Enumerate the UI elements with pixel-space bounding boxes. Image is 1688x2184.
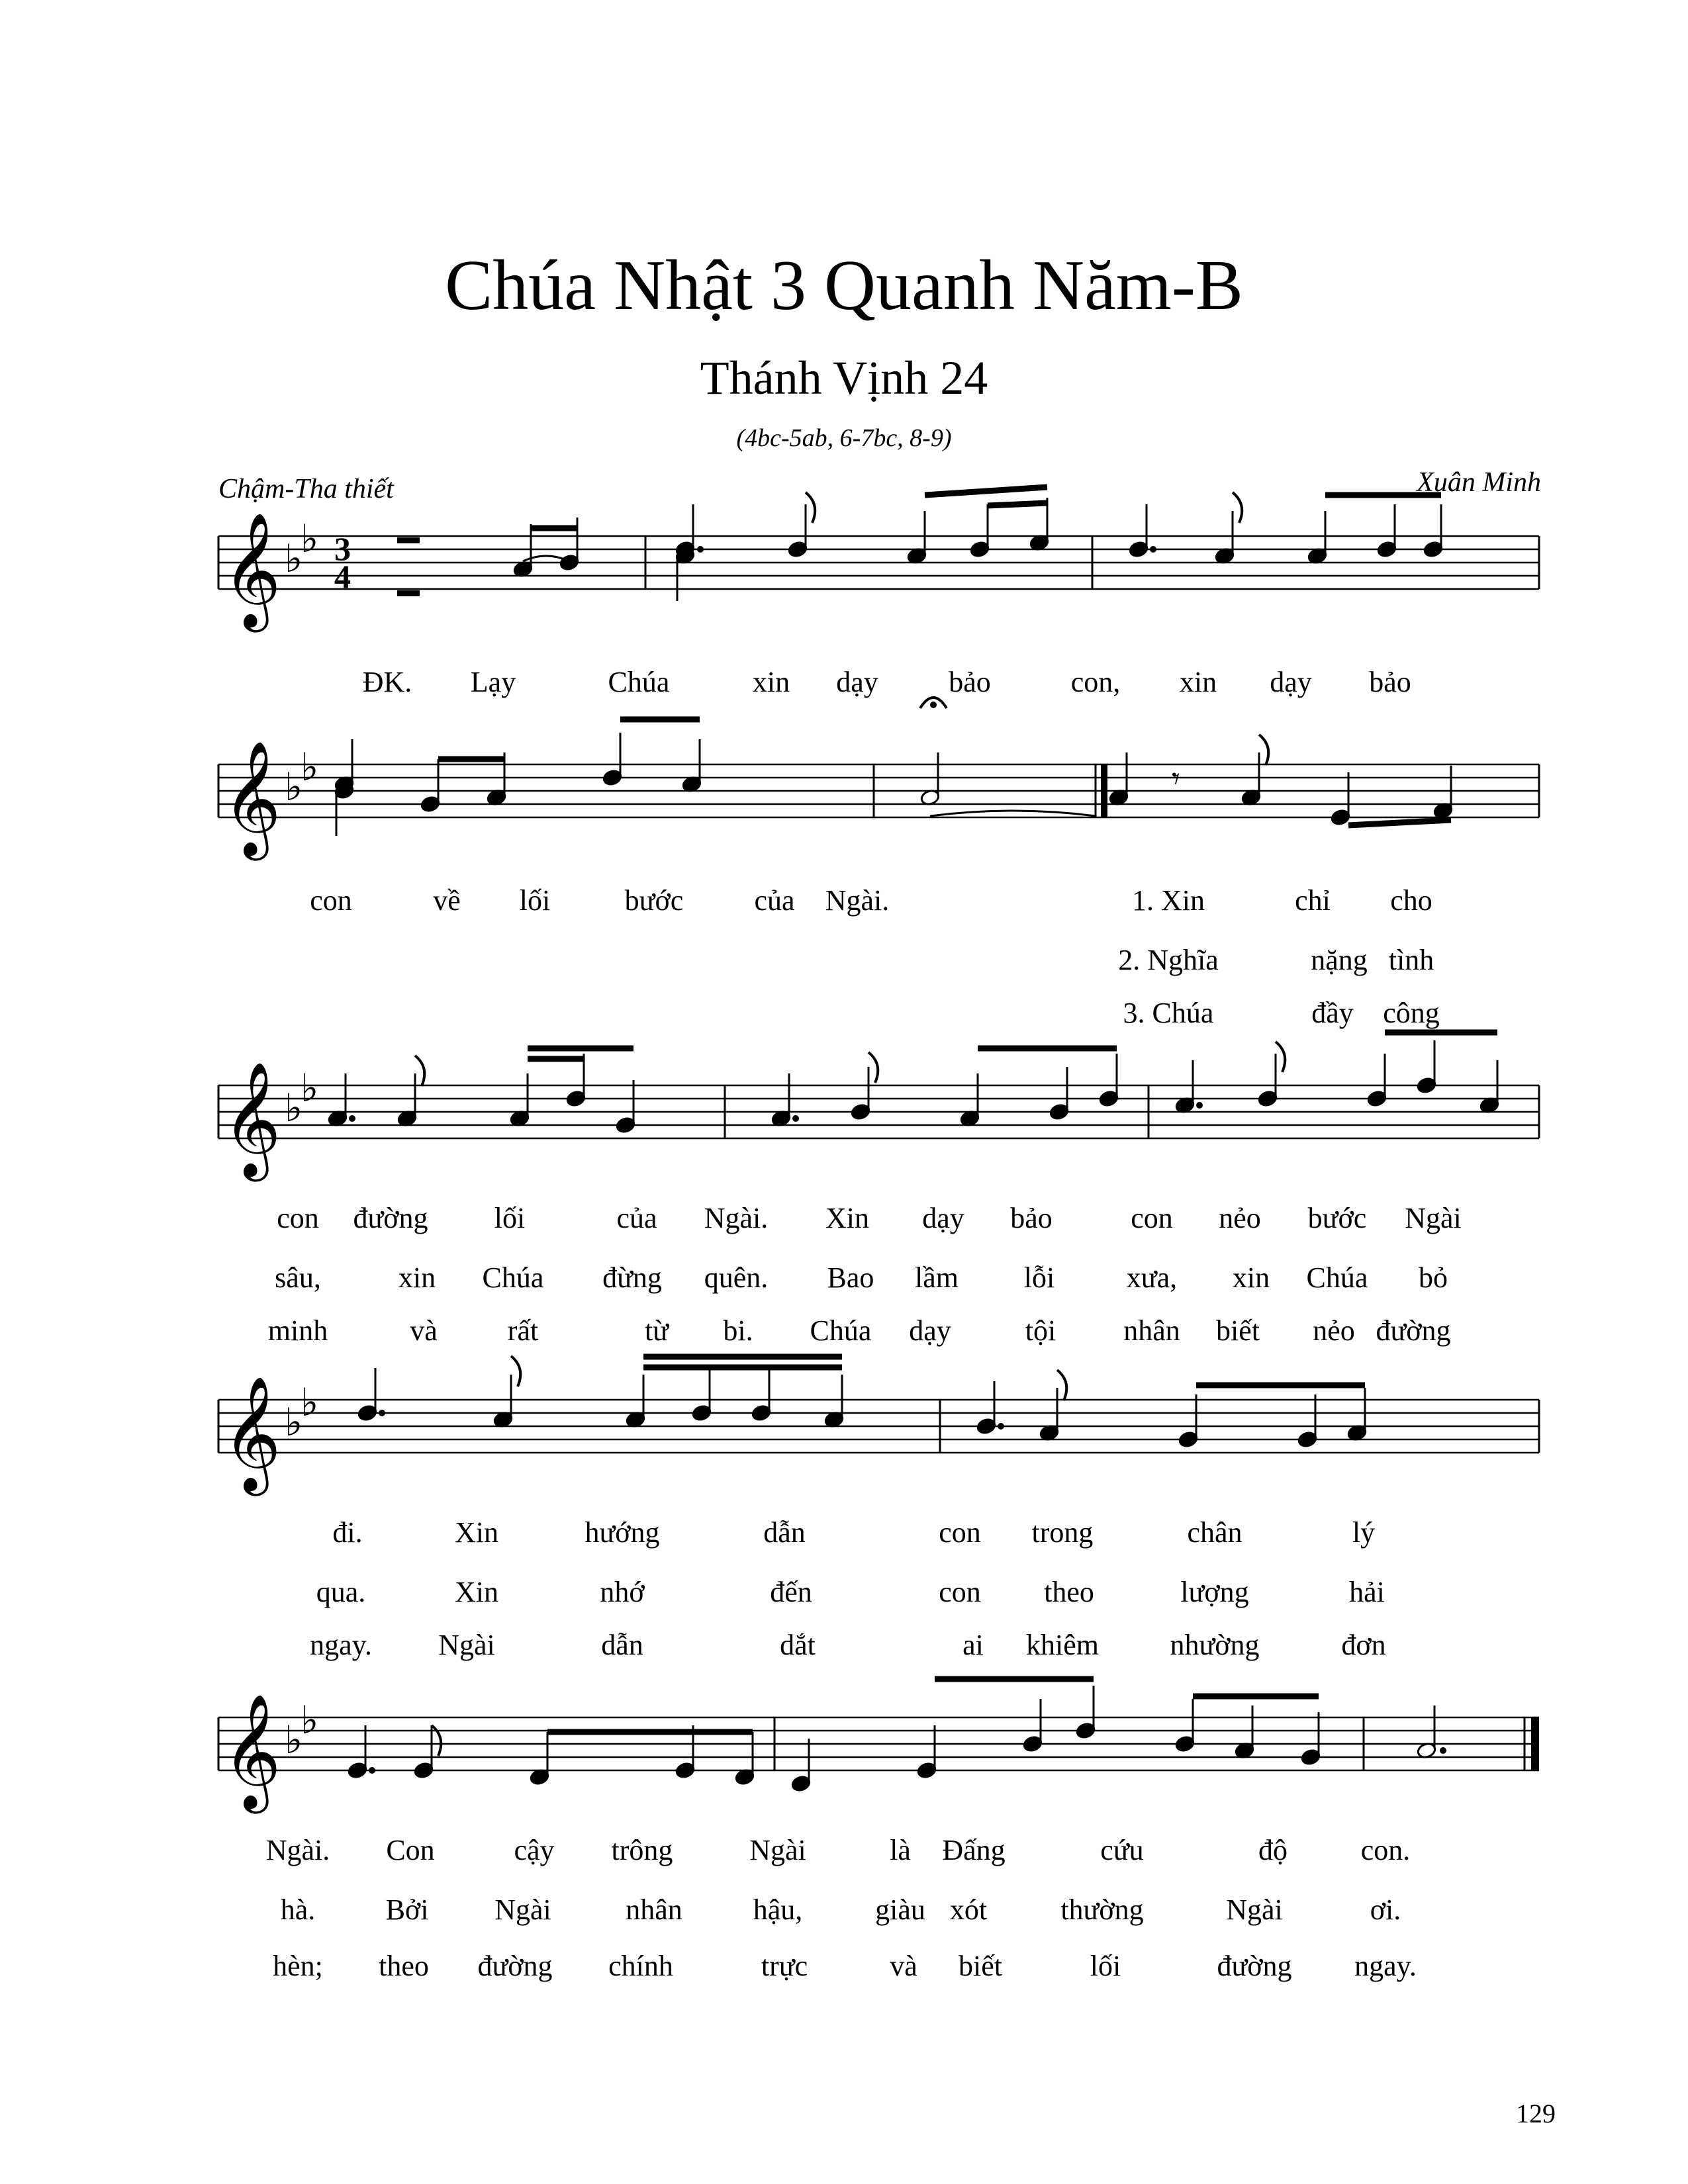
- lyric-syllable: Ngài: [494, 1893, 551, 1926]
- note: [1049, 1067, 1070, 1120]
- note: [1175, 1060, 1196, 1114]
- note: [791, 1739, 812, 1792]
- lyric-syllable: lối: [494, 1202, 526, 1234]
- lyric-syllable: tình: [1388, 944, 1434, 976]
- final-barline: [1531, 1717, 1539, 1770]
- lyric-syllable: đường: [477, 1950, 553, 1982]
- lyric-syllable: thường: [1060, 1893, 1144, 1926]
- flat-icon: ♭: [301, 1698, 319, 1743]
- note: [751, 1368, 772, 1422]
- note: [493, 1375, 514, 1428]
- lyric-syllable: đường: [1376, 1314, 1451, 1347]
- augmentation-dot: [1440, 1747, 1446, 1754]
- note: [1331, 772, 1351, 826]
- treble-clef-icon: 𝄞: [222, 1062, 281, 1177]
- note-flag: [868, 1052, 878, 1083]
- lyric-syllable: của: [754, 884, 795, 917]
- lyric-syllable: Xin: [455, 1576, 498, 1608]
- page-number: 129: [1516, 2099, 1556, 2128]
- note: [1417, 1040, 1437, 1094]
- lyric-syllable: và: [890, 1950, 917, 1982]
- lyric-syllable: minh: [267, 1314, 328, 1347]
- lyric-syllable: về: [433, 884, 461, 917]
- lyric-syllable: trực: [761, 1950, 808, 1982]
- lyric-syllable: Bao: [827, 1261, 874, 1294]
- lyric-syllable: 2. Nghĩa: [1118, 944, 1219, 976]
- flat-icon: ♭: [301, 1066, 319, 1111]
- lyric-syllable: Chúa: [1306, 1261, 1368, 1294]
- lyric-syllable: hậu,: [753, 1893, 803, 1926]
- lyric-syllable: lối: [1090, 1950, 1121, 1982]
- lyric-syllable: đơn: [1341, 1629, 1386, 1661]
- lyric-syllable: từ: [644, 1314, 669, 1347]
- lyric-syllable: xin: [398, 1261, 436, 1294]
- lyric-syllable: cho: [1390, 884, 1432, 917]
- note: [602, 733, 623, 786]
- lyric-syllable: Ngài: [1226, 1893, 1283, 1926]
- verse-reference: (4bc-5ab, 6-7bc, 8-9): [736, 424, 952, 452]
- lyric-syllable: dẫn: [763, 1516, 806, 1549]
- lyric-syllable: con: [277, 1202, 319, 1234]
- flat-icon: ♭: [301, 1380, 319, 1425]
- note: [328, 1073, 348, 1127]
- beam: [925, 487, 1047, 495]
- lyric-syllable: chỉ: [1295, 884, 1331, 917]
- lyric-syllable: ơi.: [1370, 1893, 1401, 1926]
- flat-icon: ♭: [285, 1085, 303, 1130]
- augmentation-dot: [1150, 546, 1156, 553]
- lyric-syllable: Ngài: [438, 1629, 495, 1661]
- psalm-subtitle: Thánh Vịnh 24: [700, 351, 988, 404]
- note: [397, 1073, 418, 1127]
- lyric-syllable: đi.: [332, 1516, 363, 1549]
- lyric-syllable: Con: [386, 1834, 435, 1866]
- lyric-syllable: Ngài: [749, 1834, 806, 1866]
- treble-clef-icon: 𝄞: [222, 1694, 281, 1809]
- lyric-syllable: sâu,: [275, 1261, 321, 1294]
- lyric-syllable: lầm: [915, 1261, 959, 1294]
- flat-icon: ♭: [285, 764, 303, 809]
- note: [1377, 504, 1397, 558]
- note: [824, 1375, 845, 1428]
- note: [530, 1732, 550, 1786]
- lyric-syllable: trong: [1031, 1516, 1094, 1549]
- lyric-syllable: dạy: [1270, 666, 1312, 698]
- note: [1076, 1686, 1096, 1739]
- note: [771, 1073, 792, 1127]
- lyric-syllable: 1. Xin: [1132, 884, 1205, 917]
- lyric-syllable: Ngài.: [704, 1202, 769, 1234]
- lyric-syllable: lỗi: [1023, 1261, 1055, 1294]
- note: [1479, 1060, 1500, 1114]
- note-flag: [1276, 1042, 1285, 1072]
- note: [1433, 766, 1454, 819]
- note: [513, 524, 534, 578]
- treble-clef-icon: 𝄞: [222, 512, 281, 627]
- lyric-syllable: đường: [1217, 1950, 1292, 1982]
- staff-system: [218, 1062, 1539, 1347]
- lyric-syllable: đầy: [1311, 997, 1354, 1029]
- lyric-syllable: lý: [1352, 1516, 1376, 1549]
- note: [414, 1725, 434, 1779]
- lyric-syllable: chính: [608, 1950, 673, 1982]
- lyric-syllable: rất: [507, 1314, 539, 1347]
- lyric-syllable: xin: [752, 666, 790, 698]
- beam: [988, 503, 1047, 506]
- lyric-syllable: ĐK.: [362, 666, 412, 698]
- note: [1241, 752, 1262, 806]
- note: [1235, 1706, 1255, 1759]
- lyric-syllable: lối: [519, 884, 551, 917]
- flat-icon: ♭: [285, 1717, 303, 1762]
- lyric-syllable: bảo: [1369, 666, 1411, 698]
- augmentation-dot: [998, 1423, 1004, 1430]
- staff-system: [218, 1694, 1539, 1982]
- lyric-syllable: bi.: [723, 1314, 753, 1347]
- augmentation-dot: [792, 1115, 799, 1122]
- flat-icon: ♭: [285, 1400, 303, 1445]
- note: [692, 1368, 712, 1422]
- note: [1307, 511, 1328, 565]
- note: [334, 782, 355, 836]
- lyric-syllable: dạy: [836, 666, 878, 698]
- tempo-marking: Chậm-Tha thiết: [218, 474, 394, 504]
- lyric-syllable: qua.: [316, 1576, 366, 1608]
- note: [616, 1080, 636, 1134]
- lyric-syllable: cậy: [514, 1834, 555, 1866]
- lyric-syllable: bảo: [949, 666, 991, 698]
- lyric-syllable: dạy: [909, 1314, 951, 1347]
- note: [1417, 1706, 1437, 1759]
- time-signature-bottom: 4: [334, 558, 351, 595]
- note: [960, 1073, 980, 1127]
- lyric-syllable: quên.: [704, 1261, 769, 1294]
- lyric-syllable: bước: [1307, 1202, 1367, 1234]
- lyric-syllable: dạy: [922, 1202, 964, 1234]
- beam: [1348, 820, 1451, 825]
- note: [907, 511, 927, 565]
- lyric-syllable: con: [939, 1516, 981, 1549]
- lyric-syllable: bước: [624, 884, 684, 917]
- lyric-syllable: lượng: [1180, 1576, 1249, 1608]
- note: [917, 1725, 937, 1779]
- lyric-syllable: theo: [379, 1950, 429, 1982]
- note: [626, 1375, 646, 1428]
- note-flag: [511, 1356, 520, 1387]
- lyric-syllable: xin: [1232, 1261, 1270, 1294]
- lyric-syllable: đường: [353, 1202, 428, 1234]
- lyric-syllable: Chúa: [810, 1314, 872, 1347]
- lyric-syllable: hướng: [585, 1516, 660, 1549]
- lyric-syllable: của: [616, 1202, 657, 1234]
- lyric-syllable: 3. Chúa: [1123, 997, 1214, 1029]
- note: [1301, 1712, 1321, 1766]
- lyric-syllable: con,: [1070, 666, 1121, 698]
- time-signature-top: 3: [334, 530, 351, 567]
- note: [851, 1067, 871, 1120]
- augmentation-dot: [379, 1410, 385, 1416]
- lyric-syllable: cứu: [1100, 1834, 1144, 1866]
- note: [1347, 1388, 1368, 1441]
- lyric-syllable: Ngài: [1405, 1202, 1462, 1234]
- note: [788, 504, 808, 558]
- note: [1367, 1054, 1387, 1107]
- lyric-syllable: hà.: [280, 1893, 316, 1926]
- note: [735, 1732, 755, 1786]
- lyric-syllable: Chúa: [482, 1261, 544, 1294]
- lyric-syllable: đừng: [602, 1261, 662, 1294]
- lyric-syllable: dắt: [780, 1629, 816, 1661]
- note: [1423, 504, 1444, 558]
- note: [1109, 752, 1129, 806]
- lyric-syllable: trông: [611, 1834, 673, 1866]
- augmentation-dot: [349, 1115, 355, 1122]
- lyric-syllable: biết: [1216, 1314, 1260, 1347]
- augmentation-dot: [697, 546, 704, 553]
- lyric-syllable: ai: [962, 1629, 984, 1661]
- note: [1178, 1394, 1199, 1448]
- lyric-syllable: dẫn: [601, 1629, 643, 1661]
- note: [682, 739, 702, 793]
- lyric-syllable: công: [1383, 997, 1440, 1029]
- note: [1258, 1054, 1278, 1107]
- lyric-syllable: nhường: [1170, 1629, 1260, 1661]
- lyric-syllable: con: [939, 1576, 981, 1608]
- lyric-syllable: nhân: [1123, 1314, 1180, 1347]
- staff-system: [218, 741, 1539, 1029]
- treble-clef-icon: 𝄞: [222, 741, 281, 856]
- note: [1099, 1054, 1119, 1107]
- note: [976, 1381, 997, 1435]
- lyric-syllable: nẻo: [1313, 1314, 1355, 1347]
- lyric-syllable: xin: [1179, 666, 1217, 698]
- lyric-syllable: xưa,: [1126, 1261, 1178, 1294]
- note: [920, 752, 941, 806]
- treble-clef-icon: 𝄞: [222, 1376, 281, 1491]
- note: [510, 1073, 530, 1127]
- note-flag: [1233, 492, 1242, 523]
- note: [1023, 1699, 1043, 1752]
- augmentation-dot: [1196, 1102, 1203, 1109]
- lyric-syllable: con: [1131, 1202, 1173, 1234]
- lyric-syllable: độ: [1258, 1834, 1288, 1866]
- lyric-syllable: biết: [959, 1950, 1002, 1982]
- rest-icon: [397, 537, 420, 543]
- lyric-syllable: hèn;: [273, 1950, 323, 1982]
- lyric-syllable: Xin: [455, 1516, 498, 1549]
- note: [420, 759, 441, 813]
- lyric-syllable: đến: [770, 1576, 812, 1608]
- flat-icon: ♭: [285, 536, 303, 581]
- lyric-syllable: Bởi: [385, 1893, 429, 1926]
- lyric-syllable: Ngài.: [825, 884, 890, 917]
- note: [1129, 504, 1149, 558]
- lyric-syllable: nặng: [1311, 944, 1368, 976]
- lyric-syllable: Xin: [825, 1202, 869, 1234]
- staff-system: [218, 1376, 1539, 1661]
- lyric-syllable: Đấng: [942, 1834, 1006, 1866]
- lyric-syllable: hải: [1349, 1576, 1385, 1608]
- note-flag: [1259, 735, 1268, 765]
- augmentation-dot: [369, 1767, 375, 1774]
- note-flag: [415, 1056, 424, 1086]
- lyric-syllable: Chúa: [608, 666, 670, 698]
- note: [1215, 511, 1235, 565]
- rest-icon: [397, 590, 420, 596]
- lyric-syllable: và: [410, 1314, 438, 1347]
- lyric-syllable: chân: [1187, 1516, 1243, 1549]
- lyric-syllable: nhớ: [600, 1576, 645, 1608]
- note: [1039, 1388, 1060, 1441]
- note: [1175, 1699, 1196, 1752]
- lyric-syllable: theo: [1044, 1576, 1094, 1608]
- flat-icon: ♭: [301, 516, 319, 561]
- note: [675, 547, 696, 601]
- note: [1297, 1394, 1318, 1448]
- lyric-syllable: Ngài.: [265, 1834, 330, 1866]
- lyric-syllable: là: [890, 1834, 911, 1866]
- lyric-syllable: con: [310, 884, 352, 917]
- note: [348, 1725, 368, 1779]
- note-flag: [1057, 1370, 1066, 1400]
- note: [357, 1368, 378, 1422]
- note: [970, 504, 990, 558]
- composer-name: Xuân Minh: [1417, 467, 1541, 498]
- double-barline: [1101, 764, 1107, 817]
- lyric-syllable: giàu: [875, 1893, 925, 1926]
- lyric-syllable: Lạy: [470, 666, 516, 698]
- lyric-syllable: ngay.: [1354, 1950, 1417, 1982]
- lyric-syllable: khiêm: [1026, 1629, 1099, 1661]
- note-flag: [806, 492, 815, 523]
- lyric-syllable: bảo: [1010, 1202, 1053, 1234]
- tie: [930, 811, 1096, 816]
- lyric-syllable: tội: [1025, 1314, 1056, 1347]
- lyric-syllable: xót: [949, 1893, 988, 1926]
- eighth-rest-icon: 𝄾: [1172, 760, 1180, 797]
- fermata-dot: [930, 702, 937, 708]
- lyric-syllable: nhân: [626, 1893, 682, 1926]
- lyric-syllable: ngay.: [310, 1629, 372, 1661]
- lyric-syllable: nẻo: [1219, 1202, 1261, 1234]
- flat-icon: ♭: [301, 745, 319, 790]
- page-title: Chúa Nhật 3 Quanh Năm-B: [445, 246, 1243, 325]
- lyric-syllable: con.: [1360, 1834, 1411, 1866]
- lyric-syllable: bỏ: [1419, 1261, 1448, 1294]
